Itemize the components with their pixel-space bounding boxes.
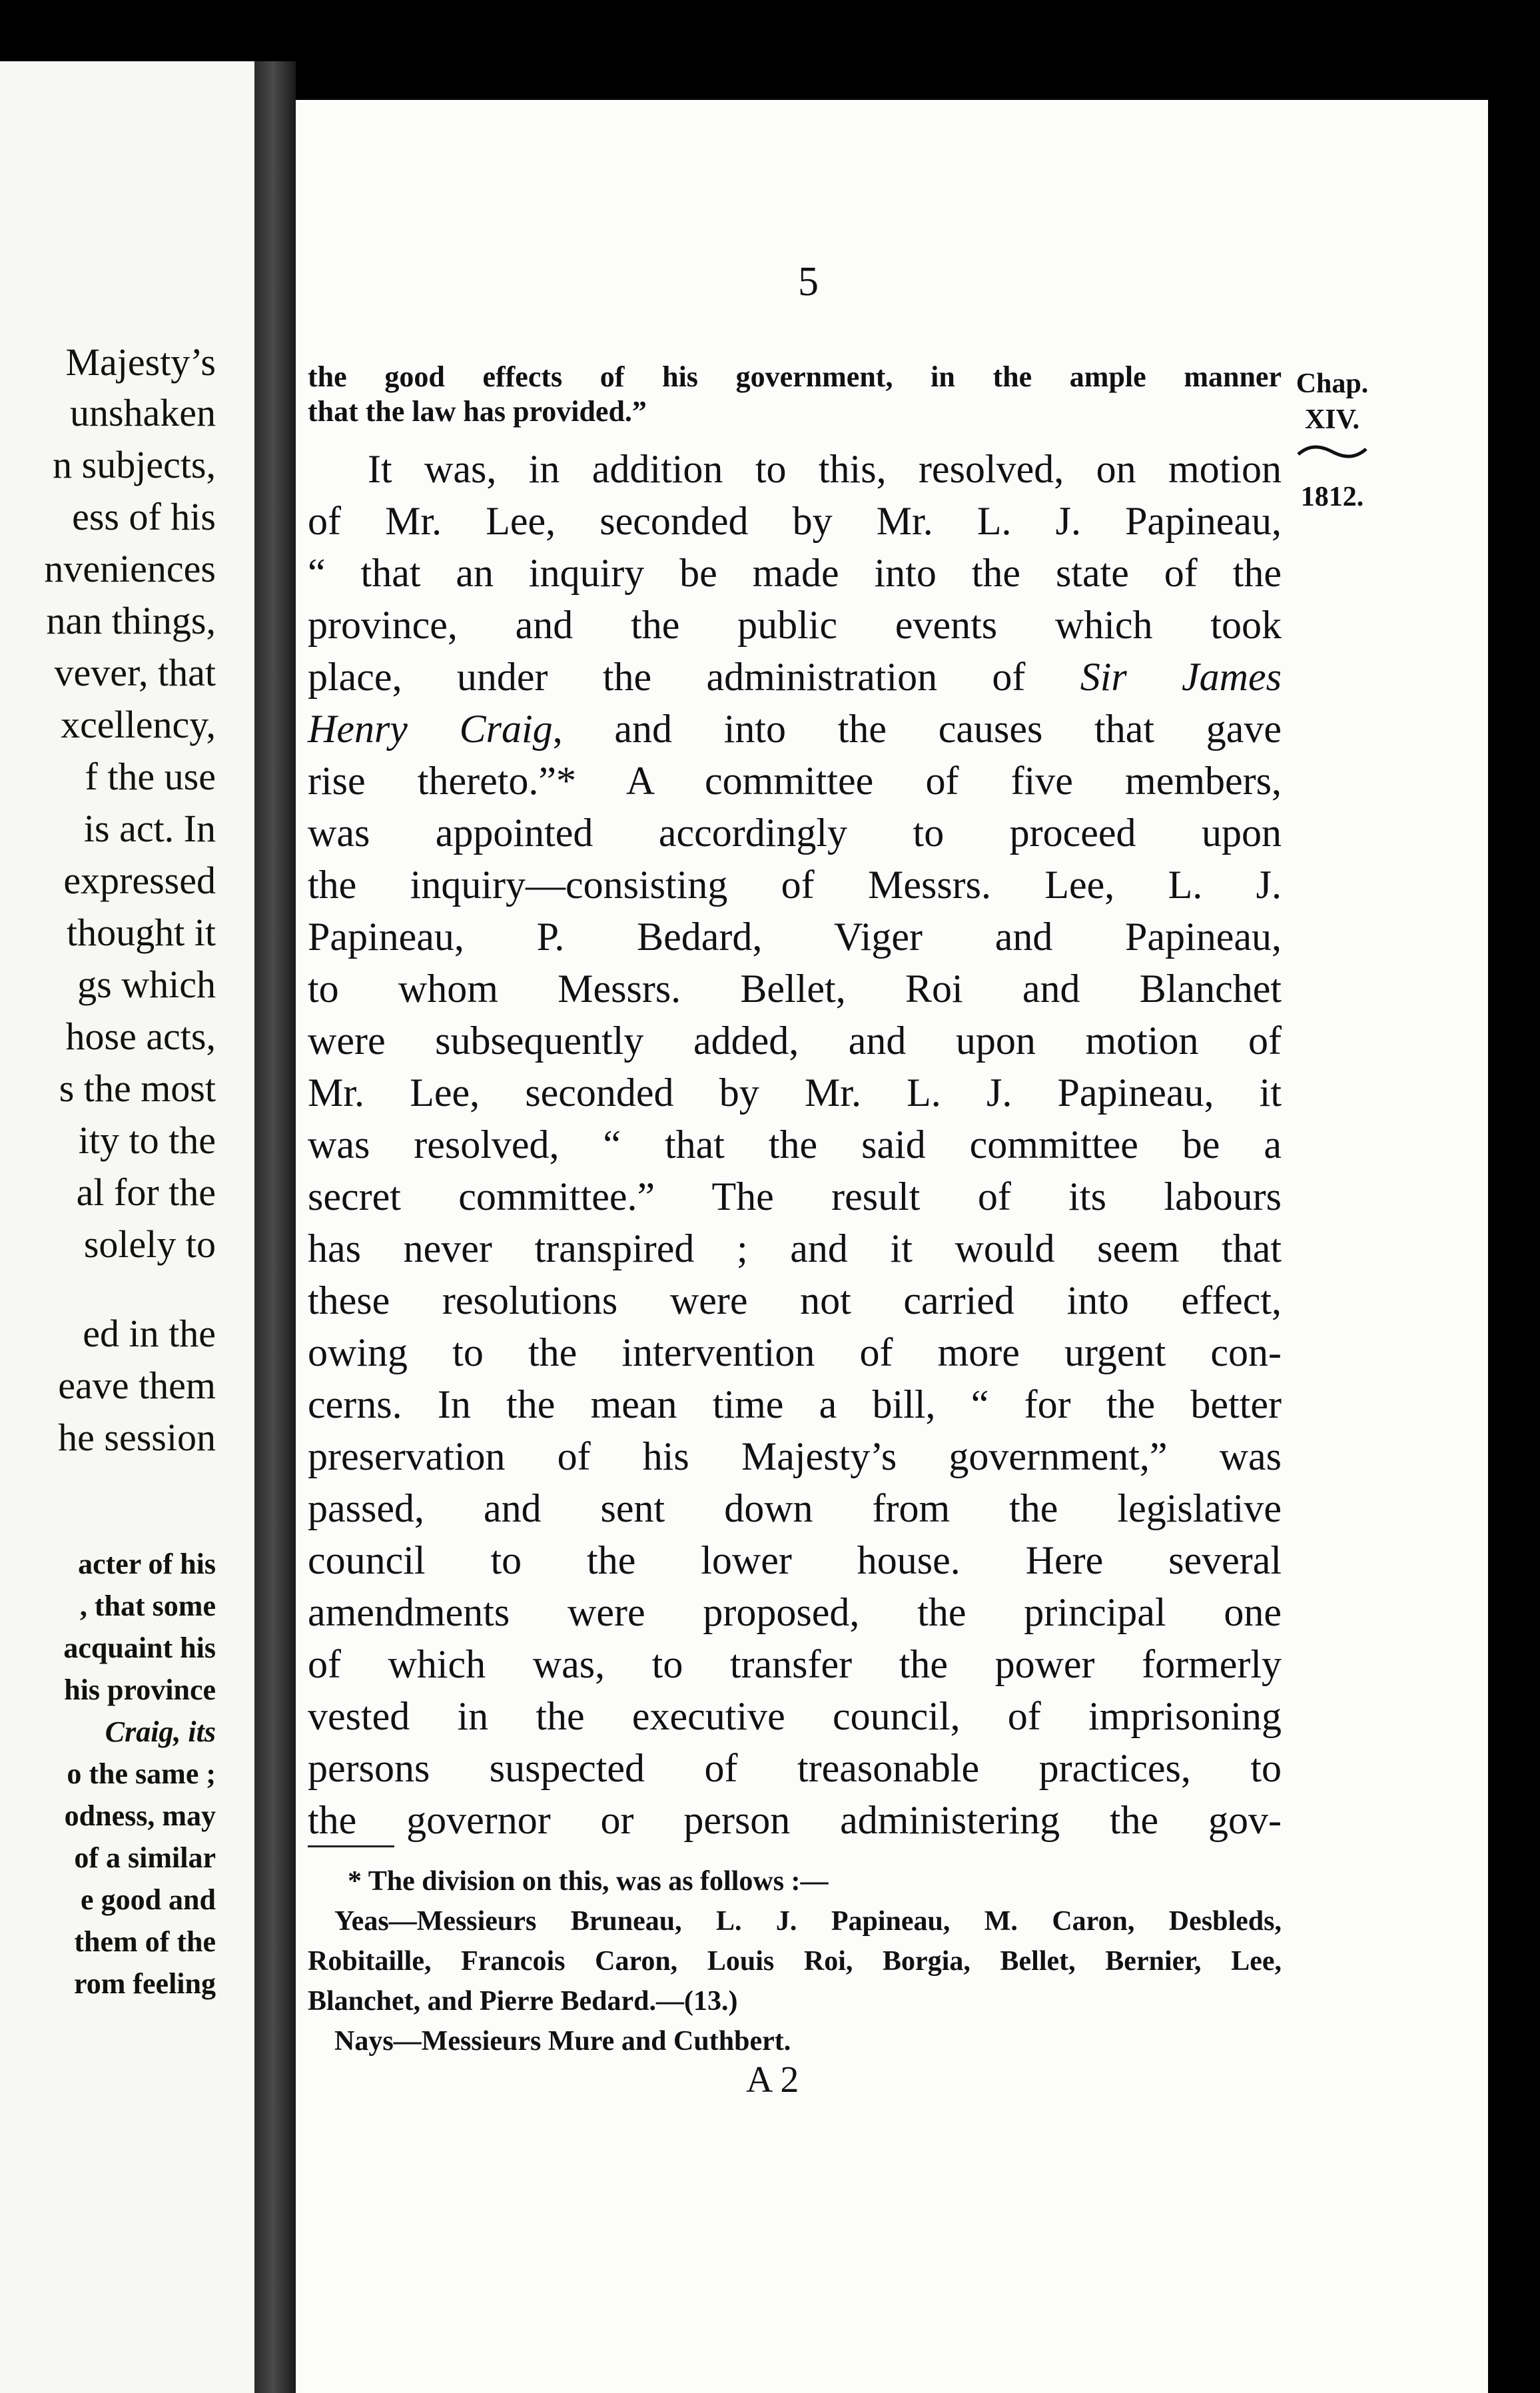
left-line: nan things,	[46, 599, 216, 642]
text-line: has never transpired ; and it would seem that	[308, 1226, 1282, 1270]
left-line: Majesty’s	[65, 340, 216, 384]
left-line: thought it	[67, 911, 216, 954]
italic-name: Henry Craig	[308, 707, 553, 751]
left-line: rom feeling	[73, 1967, 216, 2000]
text-line: Mr. Lee, seconded by Mr. L. J. Papineau, it	[308, 1071, 1282, 1115]
footnote-line: * The division on this, was as follows :—	[348, 1866, 829, 1897]
text-line: the governor or person administering the gov-	[308, 1798, 1282, 1842]
text-line: rise thereto.”* A committee of five members,	[308, 759, 1282, 803]
left-line: of a similar	[74, 1841, 216, 1874]
text-line: the inquiry—consisting of Messrs. Lee, L. J.	[308, 863, 1282, 907]
text-line: was resolved, “ that the said committee be a	[308, 1123, 1282, 1167]
left-line: eave them	[58, 1364, 216, 1407]
left-line: ed in the	[83, 1312, 216, 1355]
footnote-line: Yeas—Messieurs Bruneau, L. J. Papineau, M. Caron, Desbleds,	[334, 1906, 1282, 1937]
signature-mark: A 2	[746, 2059, 799, 2101]
text-line: persons suspected of treasonable practices, to	[308, 1746, 1282, 1790]
text-line: cerns. In the mean time a bill, “ for the better	[308, 1382, 1282, 1426]
text-line: of Mr. Lee, seconded by Mr. L. J. Papineau,	[308, 499, 1282, 543]
left-line: e good and	[81, 1883, 216, 1916]
text-line: were subsequently added, and upon motion of	[308, 1019, 1282, 1063]
text-line: preservation of his Majesty’s government,” was	[308, 1434, 1282, 1478]
text-line: of which was, to transfer the power formerly	[308, 1642, 1282, 1686]
left-line: unshaken	[69, 391, 216, 434]
left-line: gs which	[77, 963, 216, 1006]
left-line: odness, may	[64, 1799, 216, 1832]
left-line: vever, that	[54, 651, 216, 694]
page-number: 5	[798, 259, 819, 304]
text-line: secret committee.” The result of its labours	[308, 1175, 1282, 1218]
left-line: solely to	[83, 1222, 216, 1266]
left-line: , that some	[79, 1590, 216, 1622]
left-line: he session	[58, 1416, 216, 1459]
text-line: these resolutions were not carried into effect,	[308, 1278, 1282, 1322]
left-line: them of the	[74, 1925, 216, 1958]
left-line: ity to the	[78, 1119, 216, 1162]
text-line: Henry Craig, and into the causes that gave	[308, 707, 1282, 751]
right-edge-shadow	[1488, 100, 1540, 2393]
left-line: Craig, its	[105, 1715, 216, 1748]
tilde-ornament-icon	[1296, 442, 1369, 461]
text-line: owing to the intervention of more urgent con-	[308, 1330, 1282, 1374]
text-line: Papineau, P. Bedard, Viger and Papineau,	[308, 915, 1282, 959]
footnote-line: Nays—Messieurs Mure and Cuthbert.	[334, 2026, 791, 2057]
left-line: acter of his	[78, 1548, 216, 1580]
italic-name: Sir James	[1080, 655, 1282, 699]
footnote-line: Blanchet, and Pierre Bedard.—(13.)	[308, 1986, 738, 2017]
left-line: is act. In	[83, 807, 216, 850]
footnote-rule	[308, 1845, 394, 1847]
left-line: xcellency,	[61, 703, 216, 746]
text-line: passed, and sent down from the legislative	[308, 1486, 1282, 1530]
left-line: expressed	[63, 859, 216, 902]
text-line: to whom Messrs. Bellet, Roi and Blanchet	[308, 967, 1282, 1011]
text-line: the good effects of his government, in the ample manner	[308, 360, 1282, 393]
text-line: council to the lower house. Here several	[308, 1538, 1282, 1582]
text-line: “ that an inquiry be made into the state of the	[308, 551, 1282, 595]
margin-chapter-label: Chap.	[1296, 368, 1369, 399]
left-page-fragment	[0, 61, 254, 2393]
footnote-line: Robitaille, Francois Caron, Louis Roi, Borgia, Bellet, Bernier, Lee,	[308, 1946, 1282, 1977]
left-line: s the most	[59, 1067, 216, 1110]
text-line: amendments were proposed, the principal one	[308, 1590, 1282, 1634]
text-line: that the law has provided.”	[308, 395, 647, 428]
margin-tilde-ornament	[1286, 436, 1379, 468]
left-line: nveniences	[44, 547, 216, 590]
text-line: vested in the executive council, of imprisoning	[308, 1694, 1282, 1738]
text-line: It was, in addition to this, resolved, on motion	[368, 447, 1282, 491]
text-line: was appointed accordingly to proceed upon	[308, 811, 1282, 855]
left-line: ess of his	[72, 495, 216, 538]
margin-chapter-number: XIV.	[1304, 404, 1360, 435]
left-line: his province	[64, 1674, 216, 1706]
left-line: al for the	[76, 1171, 216, 1214]
left-line: n subjects,	[53, 443, 216, 486]
book-gutter	[254, 61, 296, 2393]
left-line: hose acts,	[65, 1015, 216, 1058]
left-line: f the use	[85, 755, 216, 798]
text-line: province, and the public events which took	[308, 603, 1282, 647]
text-line: place, under the administration of Sir James	[308, 655, 1282, 699]
margin-year: 1812.	[1300, 482, 1364, 512]
left-line: acquaint his	[63, 1632, 216, 1664]
left-line: o the same ;	[67, 1757, 216, 1790]
